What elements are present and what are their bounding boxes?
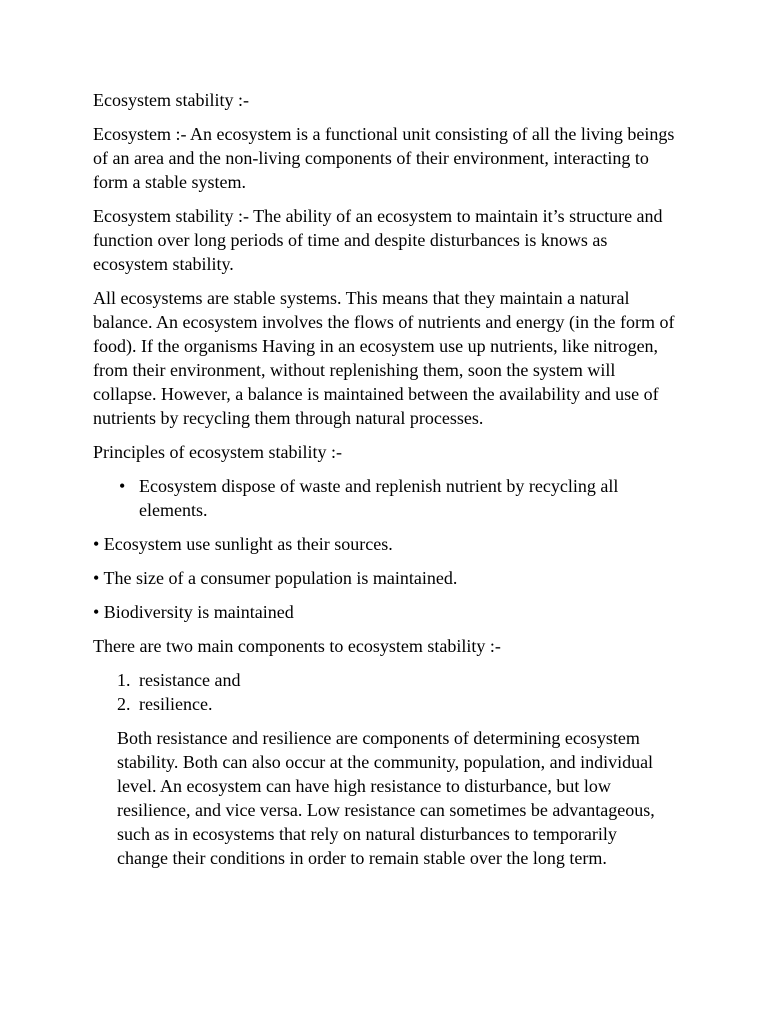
document-body bbox=[93, 88, 683, 870]
ecosystem-definition: Ecosystem :- An ecosystem is a functional unit consisting of all the living beings of an area and the non-living components of their environment, interacting to form a stable system. bbox=[93, 124, 675, 192]
component-item-resistance bbox=[93, 668, 683, 692]
natural-balance-paragraph: All ecosystems are stable systems. This means that they maintain a natural balance. An ecosystem involves the flows of nutrients and energy (in the form of food). If the organisms Having in an ecosystem use up nutrients, like nitrogen, from their environment, without replenishing them, soon the system will collapse. However, a balance is maintained between the availability and use of nutrients by recycling them through natural processes. bbox=[93, 288, 675, 428]
principle-sunlight: • Ecosystem use sunlight as their sources. bbox=[93, 534, 393, 554]
principles-list bbox=[93, 474, 683, 522]
principles-heading: Principles of ecosystem stability :- bbox=[93, 442, 342, 462]
bullet-icon: • bbox=[119, 476, 126, 496]
ecosystem-stability-definition: Ecosystem stability :- The ability of an ecosystem to maintain it’s structure and function over long periods of time and despite disturbances is knows as ecosystem stability. bbox=[93, 206, 663, 274]
principle-biodiversity: • Biodiversity is maintained bbox=[93, 602, 294, 622]
component-item-resilience bbox=[93, 692, 683, 716]
principle-item-text: Ecosystem dispose of waste and replenish nutrient by recycling all elements. bbox=[139, 476, 619, 520]
page-title: Ecosystem stability :- bbox=[93, 90, 249, 110]
component-item-text: resilience. bbox=[139, 694, 213, 714]
components-heading: There are two main components to ecosystem stability :- bbox=[93, 636, 501, 656]
component-item-text: resistance and bbox=[139, 670, 241, 690]
components-list bbox=[93, 668, 683, 716]
list-number: 1. bbox=[117, 670, 131, 690]
list-number: 2. bbox=[117, 694, 131, 714]
components-paragraph: Both resistance and resilience are components of determining ecosystem stability. Both can also occur at the community, population, and individual level. An ecosystem can have high resistance to disturbance, but low resilience, and vice versa. Low resistance can sometimes be advantageous, such as in ecosystems that rely on natural disturbances to temporarily change their conditions in order to remain stable over the long term. bbox=[117, 728, 655, 868]
principle-item-recycling bbox=[93, 474, 683, 522]
principle-population: • The size of a consumer population is maintained. bbox=[93, 568, 458, 588]
